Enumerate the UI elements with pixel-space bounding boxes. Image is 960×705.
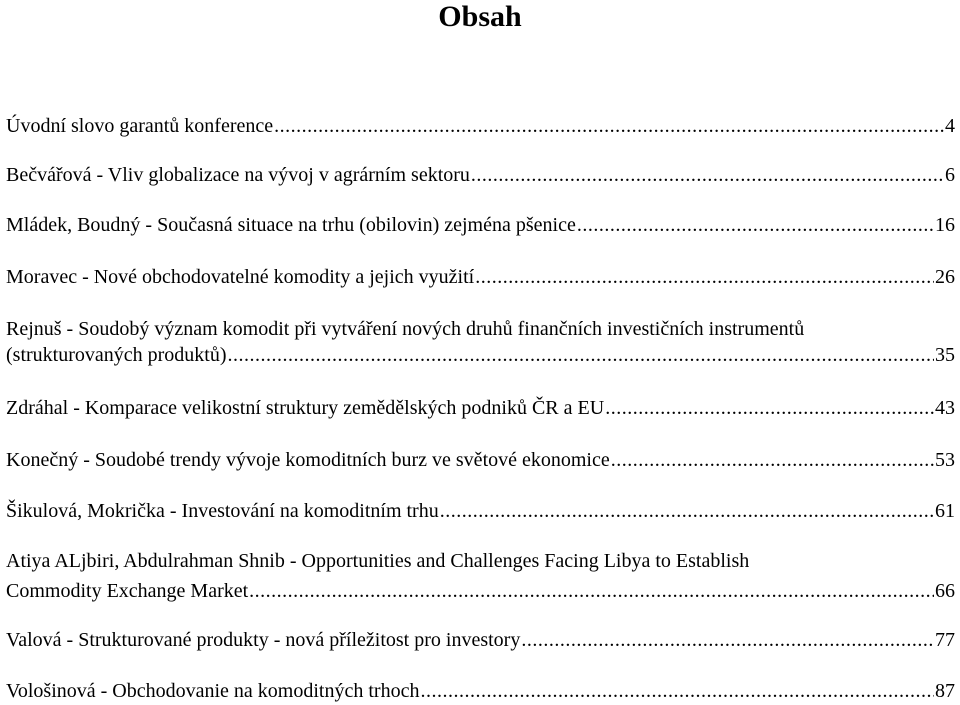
toc-entry-title: Šikulová, Mokrička - Investování na komoditním trhu (6, 500, 439, 522)
toc-entry-title-continued: (strukturovaných produktů) (6, 344, 227, 366)
toc-entry-title: Úvodní slovo garantů konference (6, 115, 274, 137)
toc-entry[interactable] (6, 316, 955, 368)
dot-leader (274, 113, 944, 139)
toc-entry-page: 6 (945, 164, 955, 186)
toc-entry-title: Moravec - Nové obchodovatelné komodity a jejich využití (6, 266, 475, 288)
dot-leader (440, 498, 934, 524)
toc-entry[interactable] (6, 678, 955, 704)
dot-leader (420, 678, 934, 704)
dot-leader (611, 447, 934, 473)
toc-entry[interactable] (6, 627, 955, 653)
toc-entry[interactable] (6, 447, 955, 473)
toc-entry[interactable] (6, 264, 955, 290)
toc-entry[interactable] (6, 162, 955, 188)
toc-entry[interactable] (6, 212, 955, 238)
dot-leader (521, 627, 934, 653)
toc-entry-title: Zdráhal - Komparace velikostní struktury zemědělských podniků ČR a EU (6, 397, 605, 419)
toc-entry-title: Mládek, Boudný - Současná situace na trhu (obilovin) zejména pšenice (6, 214, 576, 236)
toc-entry-page: 4 (945, 115, 955, 137)
dot-leader (249, 578, 934, 604)
toc-entry-title: Konečný - Soudobé trendy vývoje komoditních burz ve světové ekonomice (6, 449, 610, 471)
toc-entry-title-continued: Commodity Exchange Market (6, 580, 249, 602)
toc-entry-page: 35 (935, 344, 955, 366)
dot-leader (577, 212, 934, 238)
toc-entry-page: 26 (935, 266, 955, 288)
toc-entry-title: Atiya ALjbiri, Abdulrahman Shnib - Opportunities and Challenges Facing Libya to Establish (6, 550, 750, 572)
toc-entry[interactable] (6, 548, 955, 604)
dot-leader (605, 395, 934, 421)
toc-entry-page: 87 (935, 680, 955, 702)
toc-entry-title: Valová - Strukturované produkty - nová příležitost pro investory (6, 629, 521, 651)
toc-entry[interactable] (6, 395, 955, 421)
toc-entry-page: 66 (935, 580, 955, 602)
toc-entry-page: 43 (935, 397, 955, 419)
toc-entry-page: 53 (935, 449, 955, 471)
toc-entry-title: Bečvářová - Vliv globalizace na vývoj v agrárním sektoru (6, 164, 470, 186)
dot-leader (471, 162, 944, 188)
toc-entry[interactable] (6, 498, 955, 524)
toc-entry-title: Rejnuš - Soudobý význam komodit při vytváření nových druhů finančních investičních instrumentů (6, 318, 805, 340)
toc-entry[interactable] (6, 113, 955, 139)
toc-entry-title: Vološinová - Obchodovanie na komoditných trhoch (6, 680, 420, 702)
toc-entry-page: 16 (935, 214, 955, 236)
dot-leader (228, 342, 934, 368)
page-title: Obsah (438, 0, 522, 33)
dot-leader (475, 264, 934, 290)
toc-entry-page: 61 (935, 500, 955, 522)
toc-entry-page: 77 (935, 629, 955, 651)
